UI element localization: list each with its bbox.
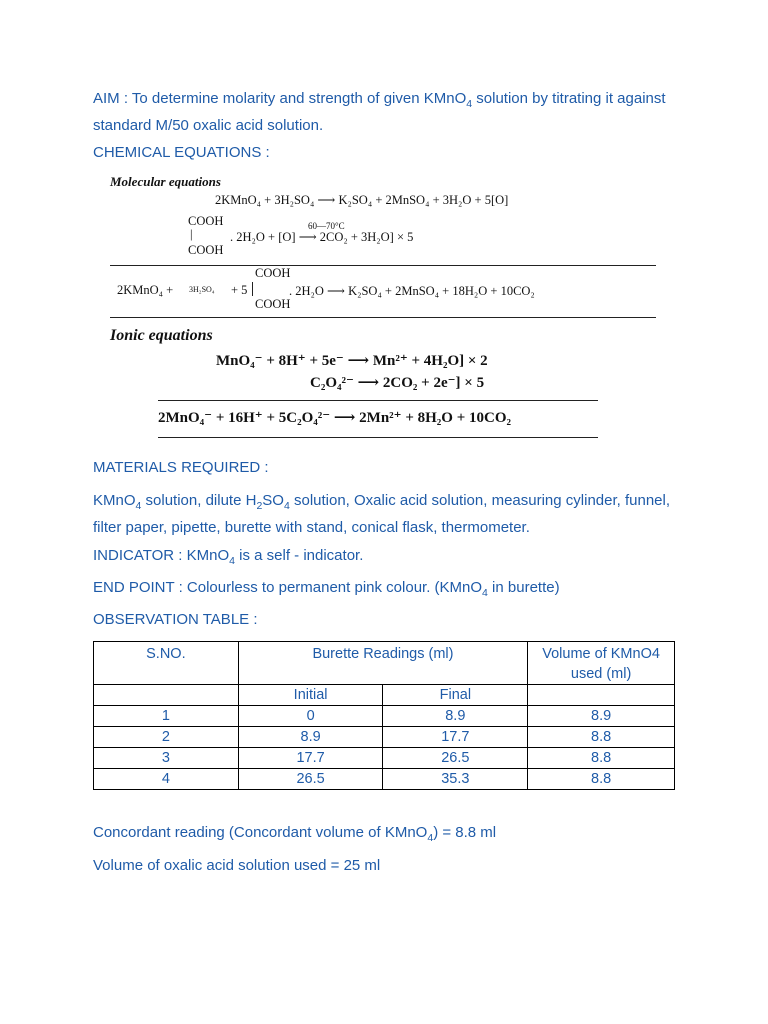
cooh-top: COOH: [188, 214, 224, 228]
divider-line: [158, 400, 598, 401]
molecular-equation-1: 2KMnO₄ + 3H₂SO₄ ⟶ K₂SO₄ + 2MnSO₄ + 3H₂O + 5[O]: [215, 193, 509, 207]
header-initial: Initial: [238, 685, 383, 706]
cooh-bottom: COOH: [188, 243, 224, 257]
divider-line: [158, 437, 598, 438]
table-row: 2 8.9 17.7 8.8: [94, 727, 675, 748]
table-subheader-row: [94, 685, 675, 706]
observation-heading: OBSERVATION TABLE :: [93, 611, 258, 628]
cooh-bond: |: [190, 227, 193, 241]
chemical-equations-heading: CHEMICAL EQUATIONS :: [93, 144, 270, 161]
table-header-row: [94, 642, 675, 685]
molecular-equations-title: Molecular equations: [110, 174, 221, 189]
aim-paragraph: AIM : To determine molarity and strength of given KMnO$_4$ solution by titrating it against standard M/50 oxalic acid solution.: [93, 90, 666, 134]
sum-acid: 3H₂SO₄: [189, 285, 215, 294]
aim-text: To determine molarity and strength of given KMnO: [131, 90, 467, 107]
reaction-condition: 60—70°C: [308, 221, 345, 231]
sum-bond: [252, 282, 253, 296]
oxalic-acid-volume: Volume of oxalic acid solution used = 25 ml: [93, 857, 381, 874]
sum-left: 2KMnO₄ +: [117, 283, 174, 297]
sum-right: . 2H₂O ⟶ K₂SO₄ + 2MnSO₄ + 18H₂O + 10CO₂: [289, 284, 535, 298]
concordant-reading: Concordant reading (Concordant volume of KMnO$_4$) = 8.8 ml: [93, 824, 497, 844]
aim-label: AIM :: [93, 90, 129, 107]
ionic-net-equation: 2MnO₄⁻ + 16H⁺ + 5C₂O₄²⁻ ⟶ 2Mn²⁺ + 8H₂O + 10CO₂: [158, 410, 512, 426]
ionic-equation-1: MnO₄⁻ + 8H⁺ + 5e⁻ ⟶ Mn²⁺ + 4H₂O] × 2: [216, 353, 488, 369]
ionic-equations-title: Ionic equations: [110, 327, 213, 344]
table-row: 1 0 8.9 8.9: [94, 706, 675, 727]
ionic-equation-2: C₂O₄²⁻ ⟶ 2CO₂ + 2e⁻] × 5: [310, 375, 485, 391]
observation-table: [93, 641, 675, 790]
sum-cooh-top: COOH: [255, 266, 291, 280]
header-sno: S.NO.: [94, 642, 239, 685]
header-volume-used: Volume of KMnO4 used (ml): [528, 642, 675, 685]
materials-heading: MATERIALS REQUIRED :: [93, 459, 269, 476]
divider-line: [110, 265, 656, 266]
molecular-equation-2: . 2H₂O + [O] ⟶ 2CO₂ + 3H₂O] × 5: [230, 230, 414, 244]
materials-list: KMnO$_4$ solution, dilute $H_2SO_4$ solution, Oxalic acid solution, measuring cylinder, funnel, filter paper, pipette, burette with stand, conical flask, thermometer.: [93, 492, 671, 536]
table-row: 4 26.5 35.3 8.8: [94, 769, 675, 790]
indicator-line: INDICATOR : KMnO$_4$ is a self - indicator.: [93, 547, 364, 567]
divider-line: [110, 317, 656, 318]
table-row: 3 17.7 26.5 8.8: [94, 748, 675, 769]
sum-five: + 5: [231, 283, 248, 297]
header-burette-readings: Burette Readings (ml): [238, 642, 527, 685]
end-point-line: END POINT : Colourless to permanent pink colour. (KMnO$_4$ in burette): [93, 579, 560, 599]
sum-cooh-bottom: COOH: [255, 297, 291, 311]
header-final: Final: [383, 685, 528, 706]
